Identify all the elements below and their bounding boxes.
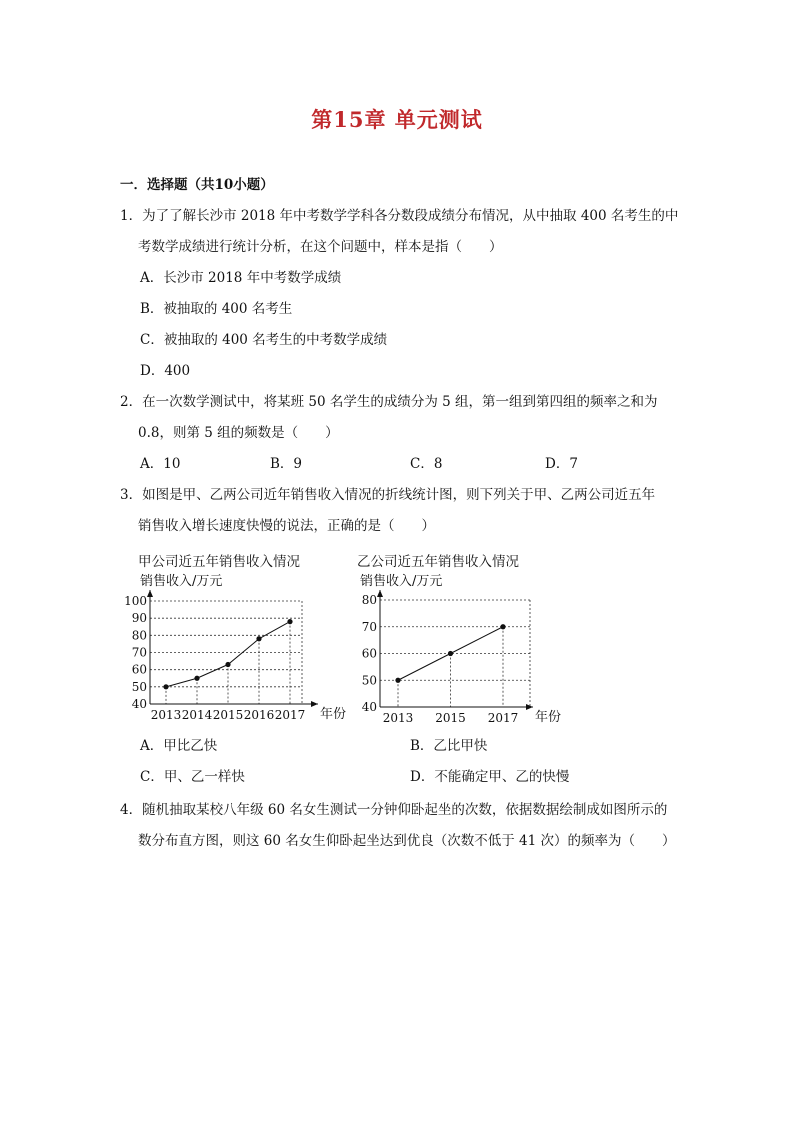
question-4-line-1: 4．随机抽取某校八年级 60 名女生测试一分钟仰卧起坐的次数，依据数据绘制成如图所示的 bbox=[120, 802, 668, 818]
chart-yi-line-chart bbox=[340, 588, 580, 728]
question-1-line-2: 考数学成绩进行统计分析，在这个问题中，样本是指（ ） bbox=[138, 239, 503, 255]
chart-2-y-tick-label: 80 bbox=[361, 593, 377, 607]
section-heading: 一．选择题（共10小题） bbox=[120, 177, 274, 193]
chart-2-y-tick-label: 70 bbox=[361, 619, 377, 634]
chart-1-x-tick-label: 2016 bbox=[243, 708, 275, 722]
question-1-option-a: A．长沙市 2018 年中考数学成绩 bbox=[140, 270, 342, 286]
chart-jia-line-chart bbox=[110, 588, 350, 728]
chart-1-y-tick-label: 50 bbox=[131, 679, 147, 694]
question-3-option-d: D．不能确定甲、乙的快慢 bbox=[410, 769, 570, 785]
question-2-line-2: 0.8，则第 5 组的频数是（ ） bbox=[138, 425, 339, 441]
chart-1-title: 甲公司近五年销售收入情况 bbox=[138, 554, 300, 570]
question-4-line-2: 数分布直方图，则这 60 名女生仰卧起坐达到优良（次数不低于 41 次）的频率为（ ） bbox=[138, 833, 676, 849]
question-1-line-1: 1．为了了解长沙市 2018 年中考数学学科各分数段成绩分布情况，从中抽取 400 名考生的中 bbox=[120, 208, 679, 224]
chart-2-y-tick-label: 50 bbox=[361, 673, 377, 688]
chart-1-x-tick-label: 2014 bbox=[181, 708, 213, 722]
chart-2-title: 乙公司近五年销售收入情况 bbox=[357, 554, 519, 570]
chart-2-data-point bbox=[448, 651, 453, 656]
chart-1-data-point bbox=[163, 684, 168, 689]
question-2-option-a: A．10 bbox=[140, 456, 181, 472]
question-3-option-b: B．乙比甲快 bbox=[410, 738, 488, 754]
chart-2-data-point bbox=[395, 678, 400, 683]
chart-1-y-tick-label: 60 bbox=[131, 662, 147, 677]
chart-1-data-point bbox=[287, 619, 292, 624]
chart-1-y-tick-label: 70 bbox=[131, 645, 147, 660]
chart-1-y-tick-label: 100 bbox=[124, 594, 147, 608]
question-1-option-d: D．400 bbox=[140, 363, 191, 379]
chart-1-data-point bbox=[194, 676, 199, 681]
chart-1-x-tick-label: 2013 bbox=[150, 708, 182, 722]
chart-1-x-tick-label: 2015 bbox=[212, 708, 244, 722]
chart-1-data-point bbox=[225, 662, 230, 667]
question-2-option-b: B．9 bbox=[270, 456, 303, 472]
chart-1-x-axis-arrow bbox=[311, 701, 318, 707]
chart-1-y-tick-label: 90 bbox=[131, 611, 147, 626]
page-title: 第15章 单元测试 bbox=[311, 107, 483, 132]
chart-2-data-point bbox=[500, 624, 505, 629]
chart-2-x-tick-label: 2015 bbox=[435, 711, 466, 725]
chart-2-y-axis-arrow bbox=[377, 590, 383, 597]
question-2-option-d: D．7 bbox=[545, 456, 578, 472]
chart-1-ylabel: 销售收入/万元 bbox=[140, 574, 223, 589]
question-3-option-a: A．甲比乙快 bbox=[140, 738, 218, 754]
chart-2-x-tick-label: 2013 bbox=[382, 711, 414, 725]
question-3-line-1: 3．如图是甲、乙两公司近年销售收入情况的折线统计图，则下列关于甲、乙两公司近五年 bbox=[120, 487, 656, 503]
question-3-option-c: C．甲、乙一样快 bbox=[140, 769, 245, 785]
chart-2-ylabel: 销售收入/万元 bbox=[360, 574, 443, 589]
chart-2-y-tick-label: 40 bbox=[361, 700, 377, 714]
chart-1-y-axis-arrow bbox=[147, 590, 153, 597]
question-3-line-2: 销售收入增长速度快慢的说法，正确的是（ ） bbox=[138, 518, 435, 534]
question-1-option-b: B．被抽取的 400 名考生 bbox=[140, 301, 293, 317]
question-2-option-c: C．8 bbox=[410, 456, 443, 472]
chart-2-x-axis-label: 年份 bbox=[535, 710, 562, 725]
chart-2-y-tick-label: 60 bbox=[361, 646, 377, 661]
chart-1-x-axis-label: 年份 bbox=[320, 707, 347, 722]
chart-1-y-tick-label: 80 bbox=[131, 628, 147, 643]
chart-2-x-tick-label: 2017 bbox=[487, 711, 519, 725]
question-2-line-1: 2．在一次数学测试中，将某班 50 名学生的成绩分为 5 组，第一组到第四组的频率之和为 bbox=[120, 394, 658, 410]
chart-1-y-tick-label: 40 bbox=[131, 697, 147, 711]
chart-1-x-tick-label: 2017 bbox=[274, 708, 306, 722]
chart-1-data-point bbox=[256, 636, 261, 641]
question-1-option-c: C．被抽取的 400 名考生的中考数学成绩 bbox=[140, 332, 388, 348]
chart-2-x-axis-arrow bbox=[526, 704, 533, 710]
